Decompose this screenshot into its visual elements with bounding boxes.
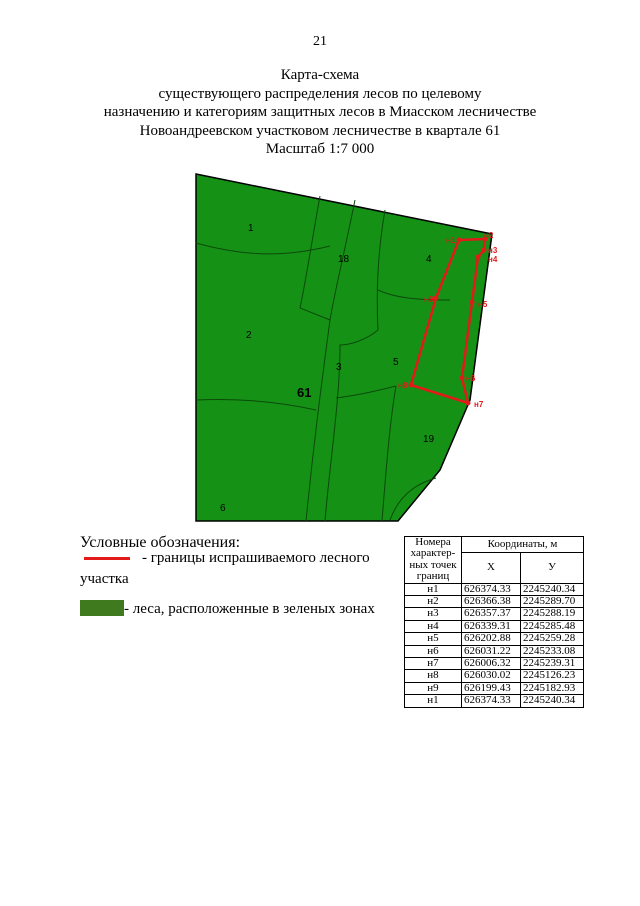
cell-y: 2245288.19 xyxy=(521,608,584,620)
cell-x: 626030.02 xyxy=(462,670,521,682)
cell-point: н9 xyxy=(405,682,462,694)
point-label-n4: н4 xyxy=(488,255,498,264)
parcel-label-4: 4 xyxy=(426,254,432,265)
title-line-4: Новоандреевском участковом лесничестве в квартале 61 xyxy=(139,122,501,139)
coordinates-table xyxy=(404,536,584,708)
table-row xyxy=(405,645,584,657)
title-line-2: существующего распределения лесов по целевому xyxy=(158,85,482,102)
cell-x: 626006.32 xyxy=(462,658,521,670)
parcel-label-6: 6 xyxy=(220,503,226,514)
point-marker-n8 xyxy=(409,383,414,388)
cell-x: 626357.37 xyxy=(462,608,521,620)
point-marker-n6 xyxy=(460,376,465,381)
legend-green-swatch-icon xyxy=(80,600,124,616)
coordinates-body xyxy=(405,583,584,707)
cell-x: 626031.22 xyxy=(462,645,521,657)
point-marker-n1 xyxy=(457,238,462,243)
cell-y: 2245240.34 xyxy=(521,695,584,707)
point-label-n2: н2 xyxy=(484,231,494,240)
legend-red-line-icon xyxy=(84,557,130,560)
cell-y: 2245259.28 xyxy=(521,633,584,645)
point-label-n6: н6 xyxy=(466,374,476,383)
point-label-n7: н7 xyxy=(474,400,484,409)
point-label-n1: н1 xyxy=(446,236,456,245)
table-row xyxy=(405,583,584,595)
header-y: У xyxy=(521,552,584,583)
cell-x: 626374.33 xyxy=(462,695,521,707)
cell-y: 2245285.48 xyxy=(521,620,584,632)
cell-x: 626366.38 xyxy=(462,596,521,608)
point-marker-n9 xyxy=(434,296,439,301)
cell-x: 626339.31 xyxy=(462,620,521,632)
legend-forest-text: - леса, расположенные в зеленых зонах xyxy=(124,601,375,617)
title-line-1: Карта-схема xyxy=(280,67,360,83)
table-row xyxy=(405,658,584,670)
parcel-label-1: 1 xyxy=(248,223,254,234)
cell-x: 626199.43 xyxy=(462,682,521,694)
point-label-n3: н3 xyxy=(488,246,498,255)
cell-y: 2245239.31 xyxy=(521,658,584,670)
parcel-label-2: 2 xyxy=(246,330,252,341)
title-line-3: назначению и категориям защитных лесов в Миасском лесничестве xyxy=(103,104,537,120)
forest-area xyxy=(196,174,492,521)
table-row xyxy=(405,670,584,682)
table-row xyxy=(405,620,584,632)
cell-x: 626374.33 xyxy=(462,583,521,595)
point-label-n5: н5 xyxy=(478,300,488,309)
header-x: Х xyxy=(462,552,521,583)
cell-y: 2245126.23 xyxy=(521,670,584,682)
cell-point: н2 xyxy=(405,596,462,608)
cell-y: 2245240.34 xyxy=(521,583,584,595)
point-marker-n5 xyxy=(470,300,475,305)
table-row xyxy=(405,682,584,694)
header-coordinates: Координаты, м xyxy=(462,537,584,553)
point-marker-n4 xyxy=(476,255,481,260)
table-row xyxy=(405,596,584,608)
table-row xyxy=(405,695,584,707)
cell-point: н1 xyxy=(405,583,462,595)
cell-y: 2245233.08 xyxy=(521,645,584,657)
cell-y: 2245182.93 xyxy=(521,682,584,694)
point-label-n8: н8 xyxy=(398,381,408,390)
cell-point: н3 xyxy=(405,608,462,620)
cell-x: 626202.88 xyxy=(462,633,521,645)
table-row xyxy=(405,608,584,620)
legend-boundary-item xyxy=(80,548,370,590)
point-label-n9: н9 xyxy=(424,295,434,304)
cell-point: н5 xyxy=(405,633,462,645)
legend-boundary-text: - границы испрашиваемого лесного участка xyxy=(80,550,370,587)
legend-heading: Условные обозначения: xyxy=(80,534,241,551)
cell-point: н6 xyxy=(405,645,462,657)
header-points: Номера характер-ных точек границ xyxy=(405,537,462,584)
cell-point: н8 xyxy=(405,670,462,682)
legend-forest-item xyxy=(80,600,375,618)
point-marker-n3 xyxy=(482,248,487,253)
cell-point: н4 xyxy=(405,620,462,632)
parcel-label-18: 18 xyxy=(338,254,350,265)
cell-point: н7 xyxy=(405,658,462,670)
point-marker-n7 xyxy=(466,401,471,406)
parcel-label-5: 5 xyxy=(393,357,399,368)
title-line-5-scale: Масштаб 1:7 000 xyxy=(265,141,375,157)
cell-y: 2245289.70 xyxy=(521,596,584,608)
quarter-label: 61 xyxy=(297,385,312,400)
cell-point: н1 xyxy=(405,695,462,707)
page-number: 21 xyxy=(313,34,327,49)
parcel-label-19: 19 xyxy=(423,434,435,445)
parcel-label-3: 3 xyxy=(336,362,342,373)
table-row xyxy=(405,633,584,645)
